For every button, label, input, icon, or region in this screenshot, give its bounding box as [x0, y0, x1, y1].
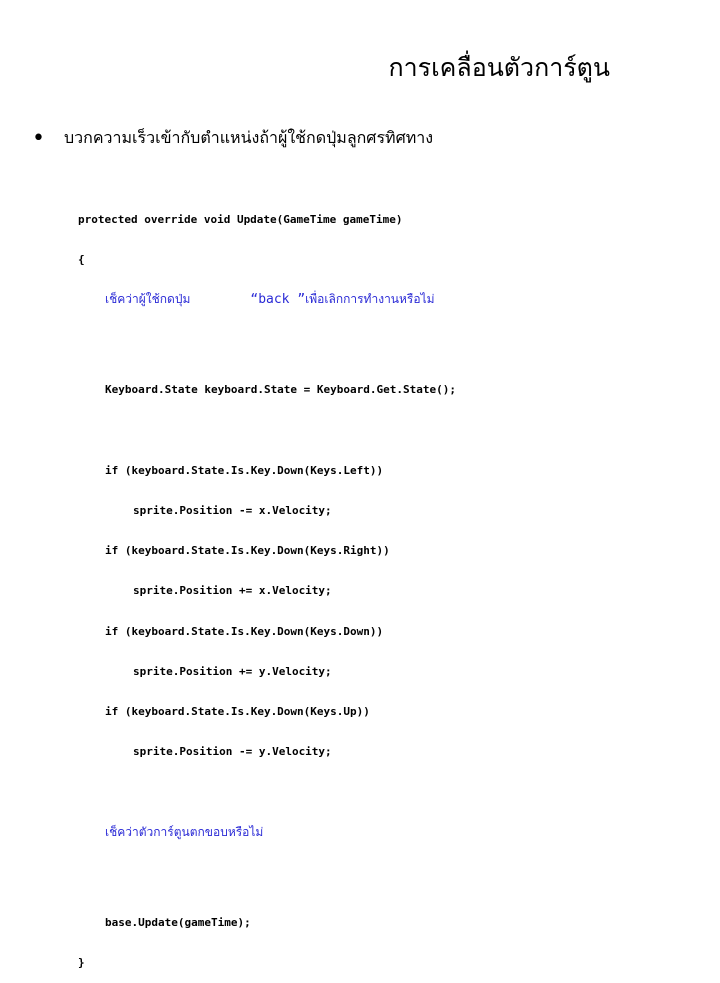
if-up-line: if (keyboard.State.Is.Key.Down(Keys.Up))	[105, 705, 370, 719]
code-block	[78, 186, 456, 983]
comment-back-check	[78, 293, 456, 315]
close-brace: }	[78, 956, 85, 970]
bullet-point	[32, 126, 433, 151]
left-body-line: sprite.Position -= x.Velocity;	[133, 504, 332, 518]
comment-tail: เพื่อเลิกการทำงานหรือไม่	[305, 292, 435, 307]
base-update-line: base.Update(gameTime);	[105, 915, 251, 929]
comment-quote: “back ”	[250, 292, 306, 308]
method-signature: protected override void Update(GameTime gameTime)	[78, 212, 403, 226]
down-body-line: sprite.Position += y.Velocity;	[133, 664, 332, 678]
if-left-line: if (keyboard.State.Is.Key.Down(Keys.Left))	[105, 463, 384, 477]
bullet-text: บวกความเร็วเข้ากับตำแหน่งถ้าผู้ใช้กดปุ่มลูกศรทิศทาง	[64, 128, 434, 147]
keyboard-state-line: Keyboard.State keyboard.State = Keyboard.Get.State();	[105, 382, 456, 396]
open-brace: {	[78, 253, 85, 267]
comment-edge-check	[78, 826, 456, 848]
slide-title: การเคลื่อนตัวการ์ตูน	[388, 53, 610, 82]
bullet-icon: •	[32, 126, 45, 151]
right-body-line: sprite.Position += x.Velocity;	[133, 584, 332, 598]
if-down-line: if (keyboard.State.Is.Key.Down(Keys.Down))	[105, 624, 384, 638]
if-right-line: if (keyboard.State.Is.Key.Down(Keys.Right))	[105, 544, 390, 558]
up-body-line: sprite.Position -= y.Velocity;	[133, 745, 332, 759]
comment-text: เช็คว่าผู้ใช้กดปุ่ม	[105, 292, 191, 307]
comment-text: เช็คว่าตัวการ์ตูนตกขอบหรือไม่	[105, 825, 264, 840]
